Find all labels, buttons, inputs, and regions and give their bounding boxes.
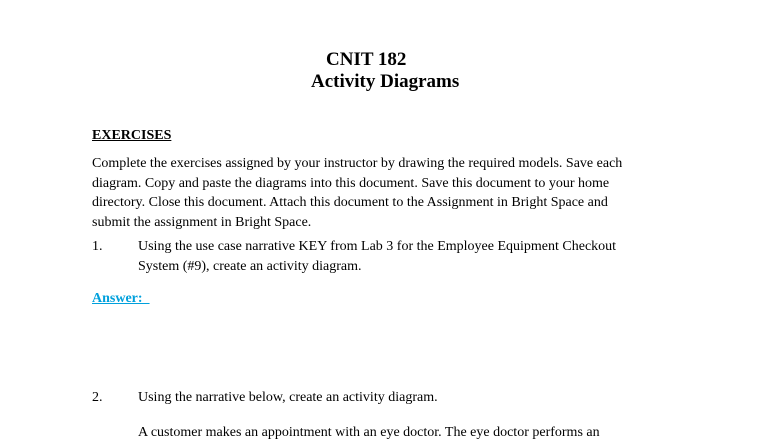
instructions-paragraph (92, 154, 622, 233)
exercise-2-line: Using the narrative below, create an activity diagram. (138, 390, 438, 405)
exercises-heading: EXERCISES (92, 128, 172, 143)
instructions-line: diagram. Copy and paste the diagrams into this document. Save this document to your home (92, 175, 610, 191)
instructions-line: directory. Close this document. Attach this document to the Assignment in Bright Space and (92, 195, 608, 211)
narrative-paragraph (138, 423, 600, 443)
document-title-topic: Activity Diagrams (311, 71, 460, 92)
narrative-line: A customer makes an appointment with an eye doctor. The eye doctor performs an (138, 425, 600, 440)
answer-link[interactable]: Answer: (92, 291, 150, 306)
document-title-course: CNIT 182 (326, 49, 407, 70)
exercise-1-line: Using the use case narrative KEY from Lab 3 for the Employee Equipment Checkout (138, 239, 617, 254)
exercise-1-text (138, 237, 616, 276)
instructions-line: Complete the exercises assigned by your instructor by drawing the required models. Save each (92, 156, 623, 171)
exercise-1-line: System (#9), create an activity diagram. (138, 258, 362, 274)
instructions-line: submit the assignment in Bright Space. (92, 215, 312, 231)
exercise-2-number: 2. (92, 390, 103, 405)
exercise-1-number: 1. (92, 239, 103, 254)
exercise-2-text (138, 388, 438, 408)
